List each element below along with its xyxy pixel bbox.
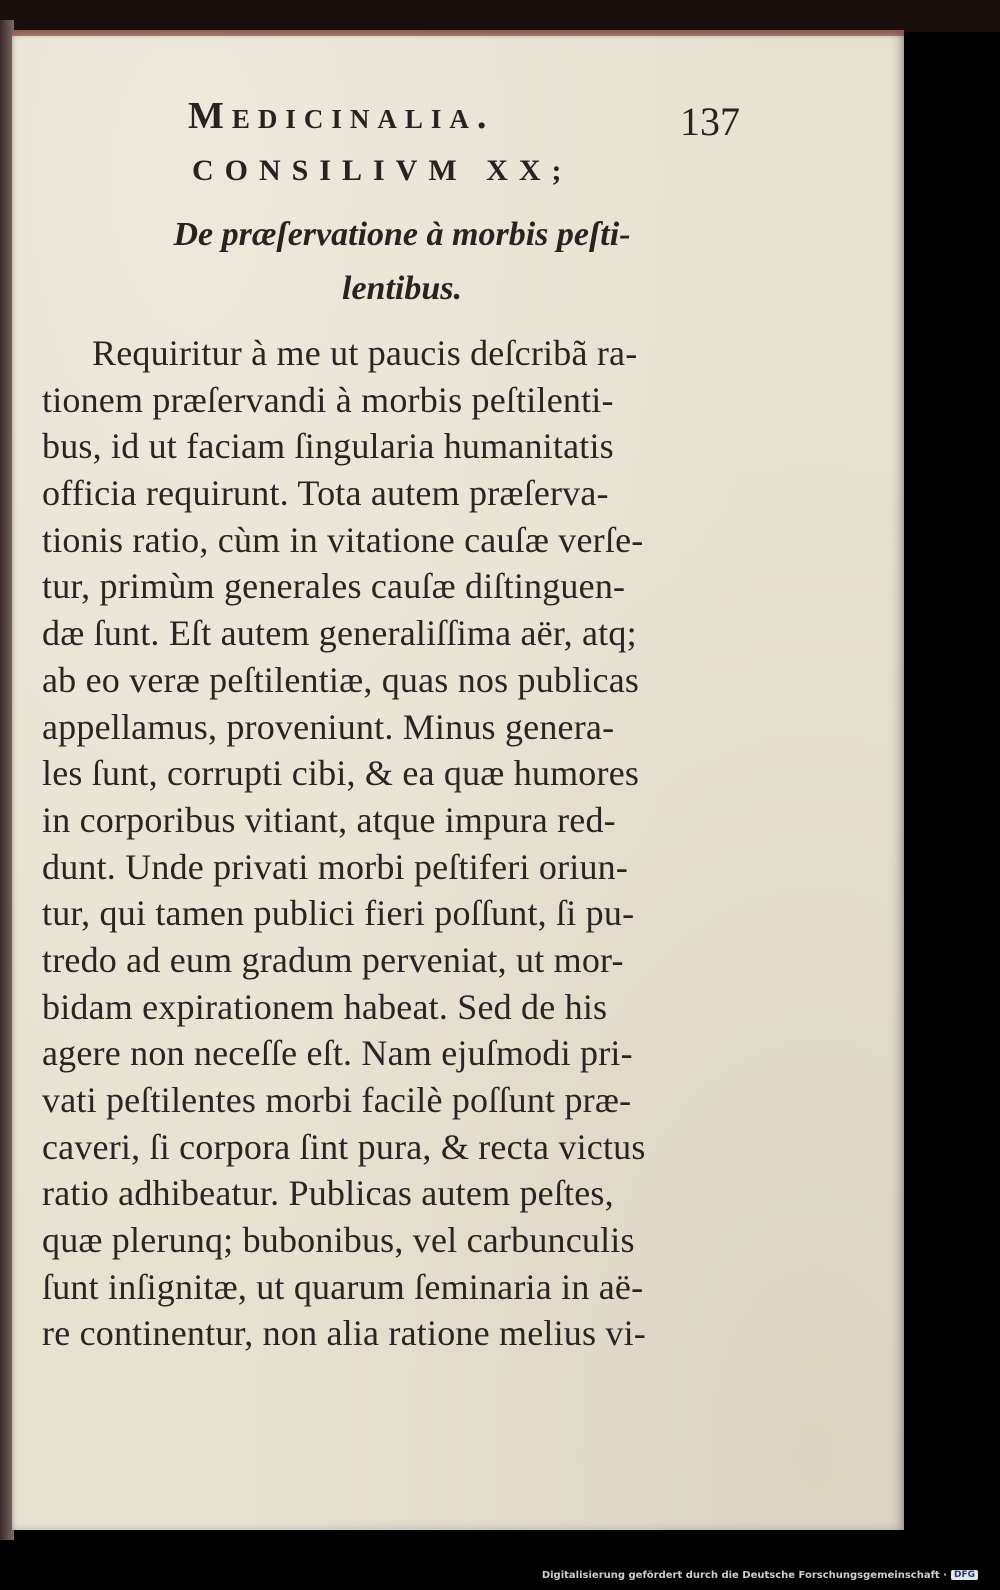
text-line: ab eo veræ peſtilentiæ, quas nos publicas <box>42 659 640 700</box>
dfg-logo: DFG <box>951 1570 978 1580</box>
text-line: appellamus, proveniunt. Minus genera- <box>42 706 615 747</box>
scan-top-border <box>0 0 1000 32</box>
text-line: tur, qui tamen publici fieri poſſunt, ſi pu- <box>42 893 635 934</box>
section-heading: CONSILIVM XX; <box>192 154 573 187</box>
subtitle-line: De præſervatione à morbis peſti- <box>173 216 631 253</box>
digitization-credit <box>542 1570 978 1581</box>
text-line: dæ ſunt. Eſt autem generaliſſima aër, atq; <box>42 613 637 654</box>
credit-text: Digitalisierung gefördert durch die Deutsche Forschungsgemeinschaft · <box>541 1570 947 1581</box>
text-line: ratio adhibeatur. Publicas autem peſtes, <box>42 1173 614 1214</box>
text-line: tredo ad eum gradum perveniat, ut mor- <box>42 939 624 980</box>
running-head: Medicinalia. <box>188 95 495 137</box>
page-number: 137 <box>680 99 740 144</box>
text-line: ſunt inſignitæ, ut quarum ſeminaria in aë- <box>42 1266 644 1307</box>
text-line: tionem præſervandi à morbis peſtilenti- <box>42 379 614 420</box>
text-line: re continentur, non alia ratione melius vi- <box>42 1313 646 1354</box>
text-line: caveri, ſi corpora ſint pura, & recta victus <box>42 1126 646 1167</box>
text-line: quæ plerunq; bubonibus, vel carbunculis <box>42 1220 635 1261</box>
text-line: bus, id ut faciam ſingularia humanitatis <box>42 426 614 467</box>
text-line: tur, primùm generales cauſæ diſtinguen- <box>42 566 626 607</box>
text-line: Requiritur à me ut paucis deſcribã ra- <box>92 333 638 373</box>
text-line: tionis ratio, cùm in vitatione cauſæ verſe- <box>42 519 644 560</box>
text-line: dunt. Unde privati morbi peſtiferi oriun- <box>42 846 629 887</box>
text-line: les ſunt, corrupti cibi, & ea quæ humores <box>42 753 640 794</box>
body-text <box>42 330 742 1357</box>
text-line: agere non neceſſe eſt. Nam ejuſmodi pri- <box>42 1033 633 1074</box>
text-line: in corporibus vitiant, atque impura red- <box>42 799 616 840</box>
book-page <box>12 30 904 1530</box>
subtitle-line: lentibus. <box>342 270 462 307</box>
section-subtitle <box>122 208 682 316</box>
text-line: bidam expirationem habeat. Sed de his <box>42 986 608 1027</box>
text-line: vati peſtilentes morbi facilè poſſunt præ- <box>42 1080 632 1120</box>
page-top-edge <box>12 30 904 36</box>
text-line: officia requirunt. Tota autem præſerva- <box>42 473 609 514</box>
